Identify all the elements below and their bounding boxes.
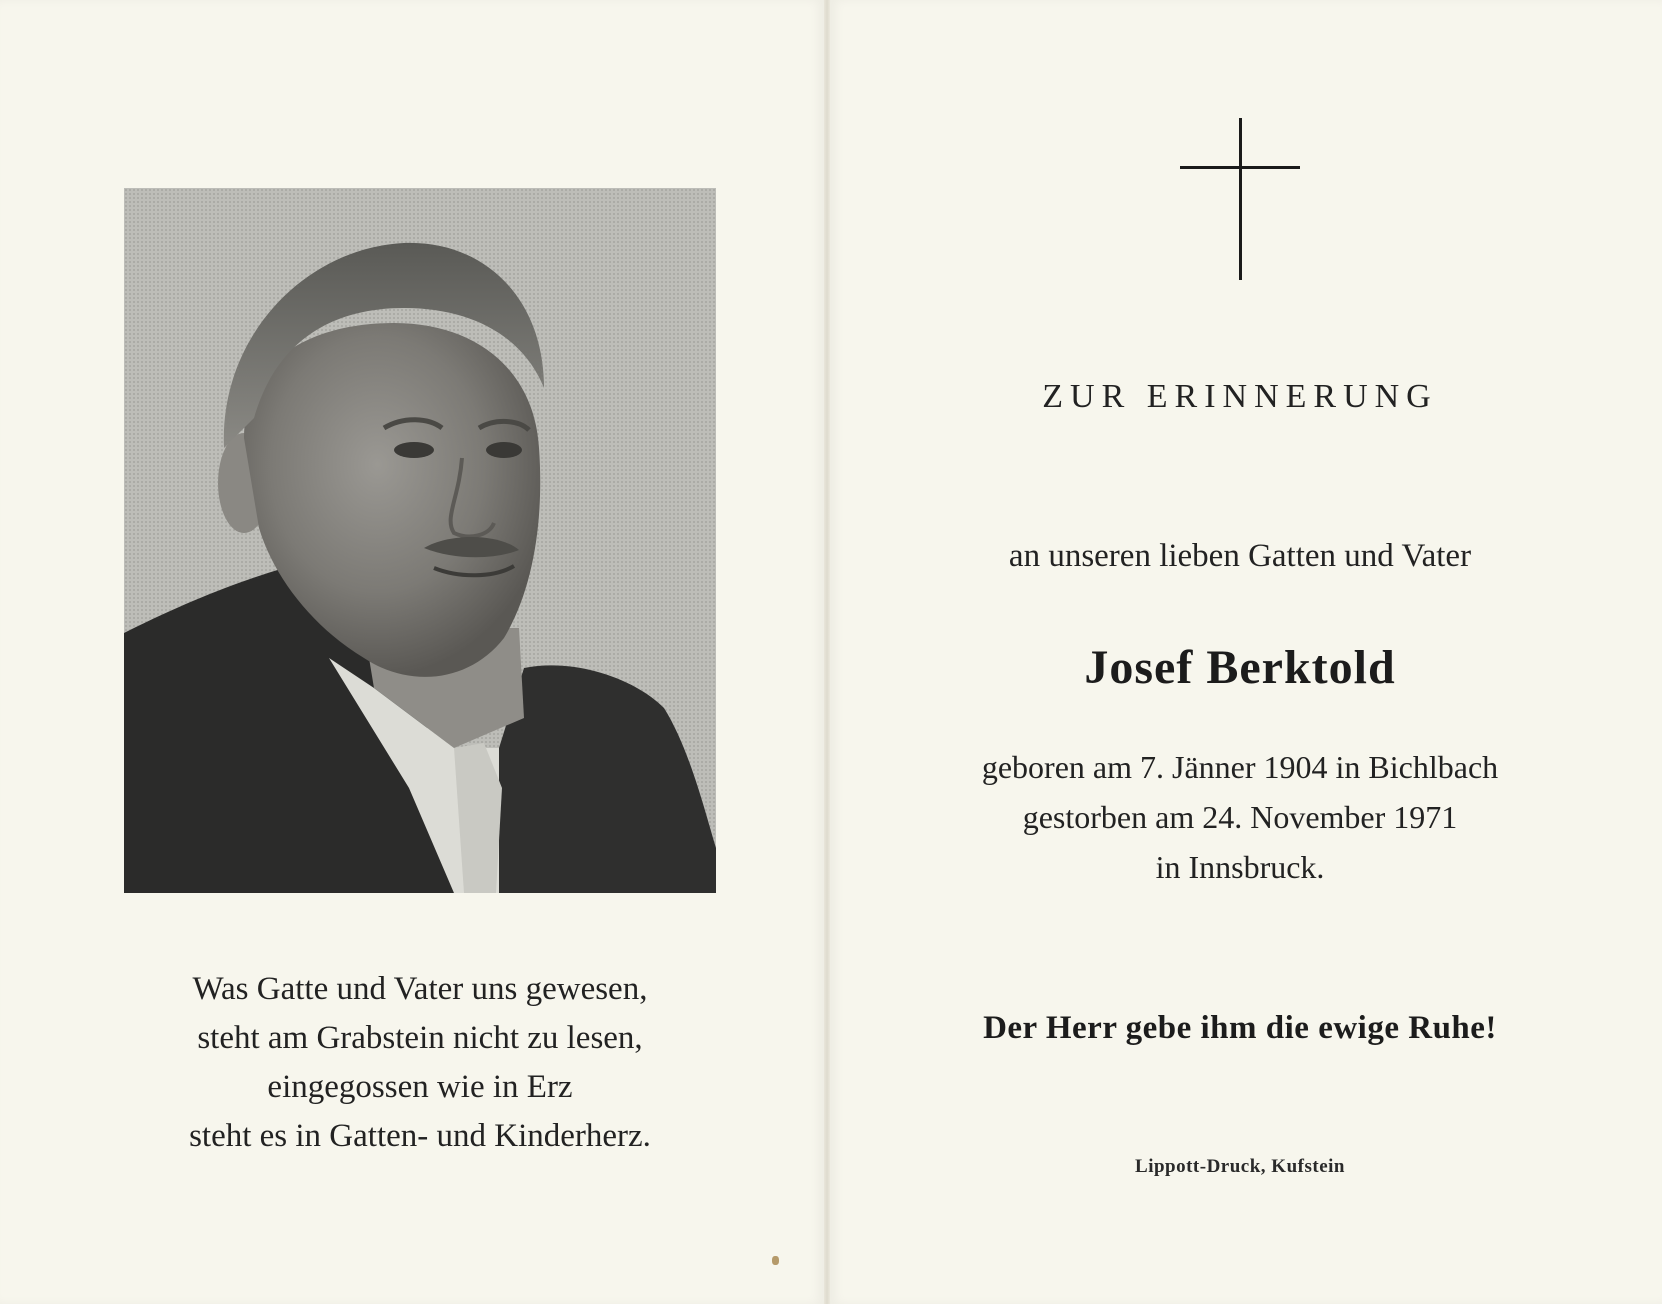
poem-line: steht es in Gatten- und Kinderherz. — [189, 1118, 651, 1154]
deceased-name: Josef Berktold — [1084, 641, 1396, 694]
birth-line: geboren am 7. Jänner 1904 in Bichlbach — [981, 749, 1499, 785]
cross-icon — [1180, 118, 1300, 280]
cross-vertical-bar — [1239, 118, 1242, 280]
death-place-line: in Innsbruck. — [1155, 849, 1325, 885]
death-line: gestorben am 24. November 1971 — [1022, 799, 1458, 835]
poem-line: Was Gatte und Vater uns gewesen, — [192, 971, 648, 1007]
blessing-text: Der Herr gebe ihm die ewige Ruhe! — [983, 1010, 1497, 1046]
memorial-heading: ZUR ERINNERUNG — [1042, 378, 1438, 415]
left-panel — [0, 0, 824, 1304]
portrait-illustration — [124, 188, 716, 893]
memorial-poem — [100, 965, 740, 1161]
printer-credit: Lippott-Druck, Kufstein — [1135, 1156, 1345, 1177]
poem-line: steht am Grabstein nicht zu lesen, — [197, 1020, 643, 1056]
dedication-text: an unseren lieben Gatten und Vater — [1008, 538, 1472, 574]
cross-horizontal-bar — [1180, 166, 1300, 169]
portrait-photo — [124, 188, 716, 893]
poem-line: eingegossen wie in Erz — [267, 1069, 573, 1105]
life-details — [900, 742, 1580, 892]
paper-speck — [772, 1256, 779, 1265]
